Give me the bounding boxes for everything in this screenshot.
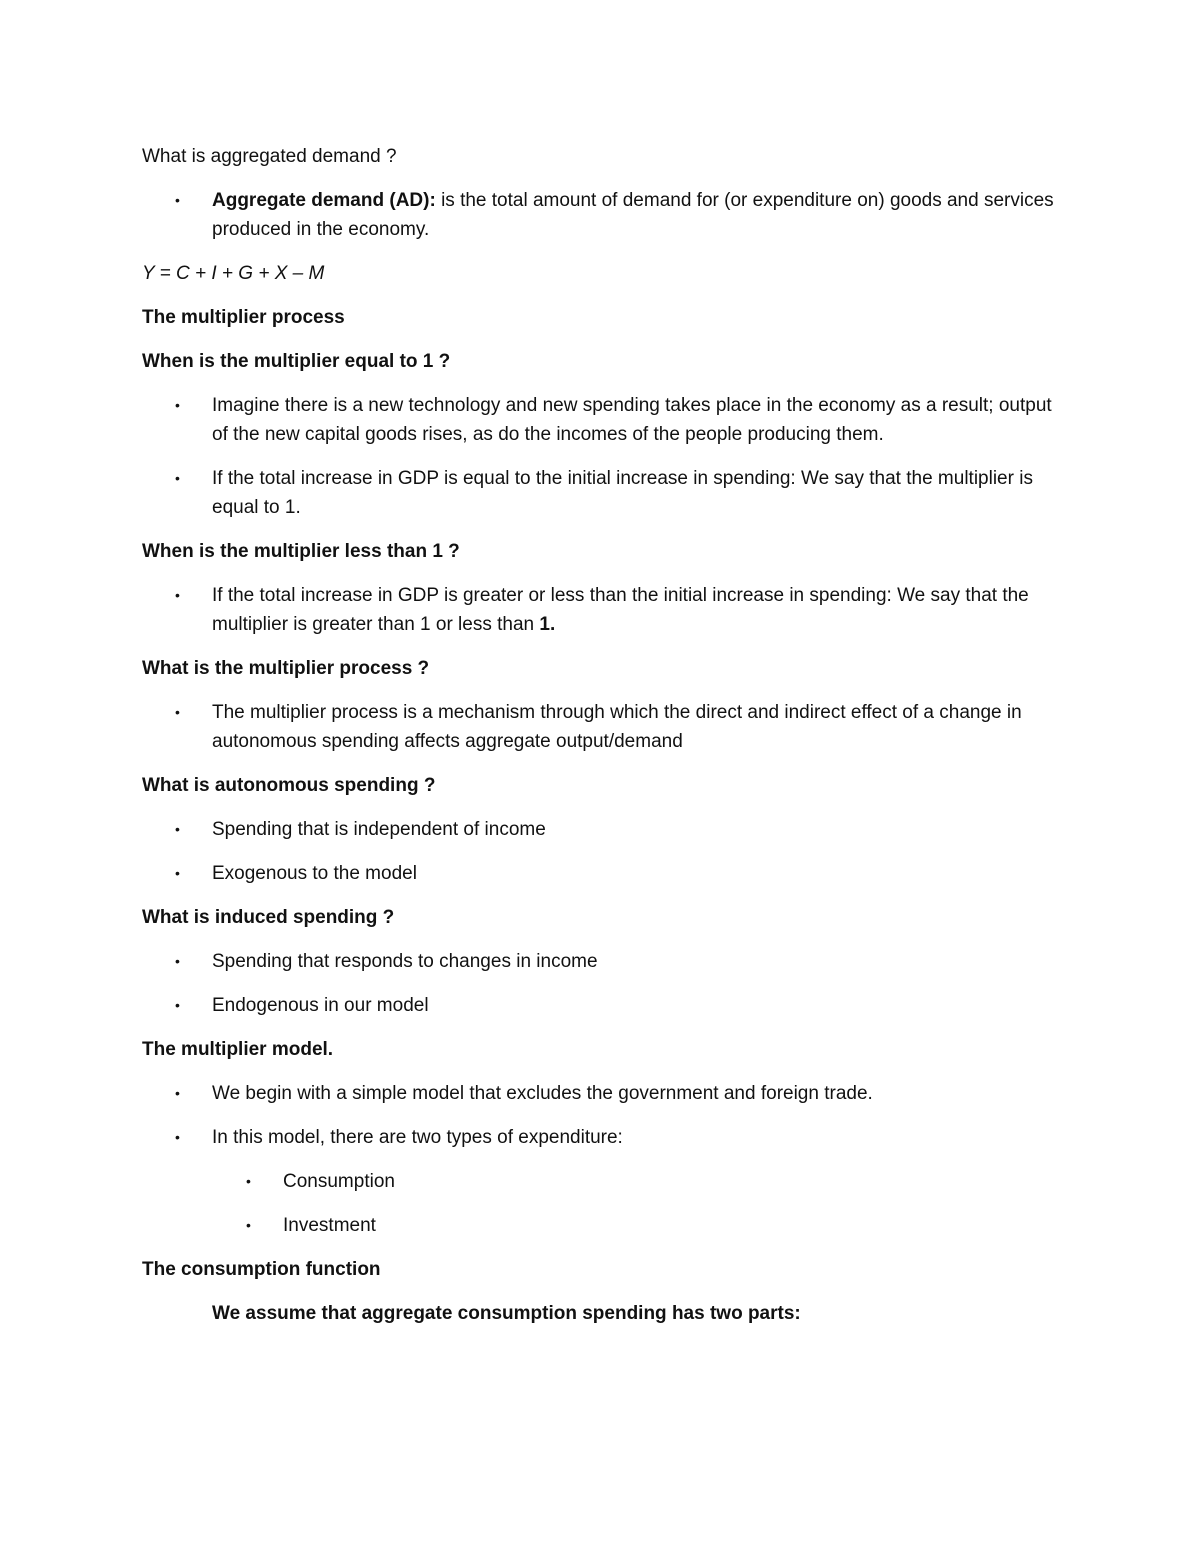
list-item [142,698,1072,756]
heading-consumption-function: The consumption function [142,1259,381,1280]
list-item-text: Imagine there is a new technology and new spending takes place in the economy as a result; output of the new capital goods rises, as do the incomes of the people producing them. [212,395,1052,445]
bullet-icon: • [175,997,180,1013]
list-item [142,581,1072,639]
list-item [142,859,1072,888]
heading-what-is-multiplier-process: What is the multiplier process ? [142,658,430,679]
document-body [142,142,1072,1343]
list-item-text: Spending that responds to changes in income [212,951,598,972]
heading-induced-spending: What is induced spending ? [142,907,395,928]
sub-list-item [142,1211,1072,1240]
list-item [142,1079,1072,1108]
list-item [142,1123,1072,1152]
list-item-text: Exogenous to the model [212,863,417,884]
list-item [142,947,1072,976]
list-item [142,815,1072,844]
question-aggregate-demand: What is aggregated demand ? [142,146,397,167]
list-item-text: If the total increase in GDP is equal to the initial increase in spending: We say that the multiplier is equal to 1. [212,468,1033,518]
list-item [142,991,1072,1020]
bullet-icon: • [175,192,180,208]
heading-multiplier-equal-1: When is the multiplier equal to 1 ? [142,351,451,372]
list-item [142,464,1072,522]
bullet-icon: • [246,1173,251,1189]
bullet-icon: • [175,1129,180,1145]
ad-term: Aggregate demand (AD): [212,190,436,211]
list-item-text: Spending that is independent of income [212,819,546,840]
ad-definition: is the total amount of demand for (or expenditure on) goods and services produced in the economy. [212,190,1054,240]
bullet-icon: • [175,397,180,413]
list-item-text: Investment [283,1215,376,1236]
bullet-icon: • [175,1085,180,1101]
bullet-icon: • [175,587,180,603]
bullet-icon: • [175,470,180,486]
list-item-text: Consumption [283,1171,395,1192]
bullet-icon: • [175,953,180,969]
list-item-text: In this model, there are two types of expenditure: [212,1127,623,1148]
list-item-bold-text: 1. [539,614,556,635]
list-item [142,391,1072,449]
consumption-assumption: We assume that aggregate consumption spending has two parts: [212,1303,801,1324]
bullet-icon: • [175,704,180,720]
heading-multiplier-less-1: When is the multiplier less than 1 ? [142,541,460,562]
list-item-text: We begin with a simple model that excludes the government and foreign trade. [212,1083,873,1104]
list-item-text: Endogenous in our model [212,995,429,1016]
heading-multiplier-model: The multiplier model. [142,1039,334,1060]
formula: Y = C + I + G + X – M [142,263,325,284]
heading-multiplier-process: The multiplier process [142,307,345,328]
list-item-text: The multiplier process is a mechanism through which the direct and indirect effect of a change in autonomous spending affects aggregate output/demand [212,702,1022,752]
sub-list-item [142,1167,1072,1196]
list-item [142,186,1072,244]
bullet-icon: • [175,821,180,837]
list-item-text: If the total increase in GDP is greater or less than the initial increase in spending: We say that the multiplier is greater than 1 or less than [212,585,1029,635]
bullet-icon: • [246,1217,251,1233]
heading-autonomous-spending: What is autonomous spending ? [142,775,436,796]
bullet-icon: • [175,865,180,881]
